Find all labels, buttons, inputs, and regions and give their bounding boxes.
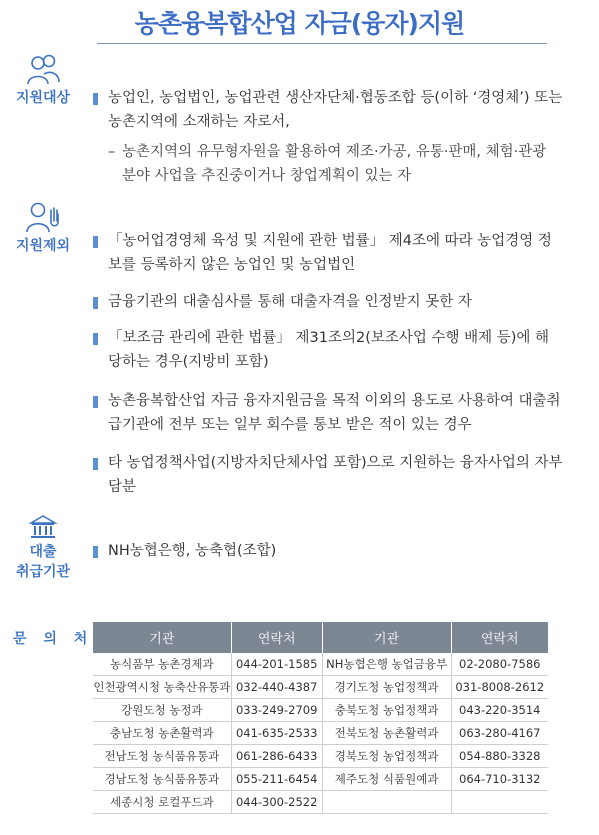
org-cell: 경북도청 농업정책과	[322, 745, 451, 768]
table-row	[93, 768, 548, 791]
table-row	[93, 791, 548, 814]
org-cell: 충남도청 농촌활력과	[93, 722, 231, 745]
org-cell	[322, 791, 451, 814]
org-cell: 전북도청 농촌활력과	[322, 722, 451, 745]
bank-icon	[0, 514, 86, 540]
org-cell: 경기도청 농업정책과	[322, 676, 451, 699]
lender-label-line2: 취급기관	[15, 564, 71, 580]
people-icon	[0, 52, 86, 86]
org-cell: 전남도청 농식품유통과	[93, 745, 231, 768]
person-stop-hand-icon	[0, 200, 86, 234]
contact-table	[93, 622, 548, 814]
phone-cell: 061-286-6433	[231, 745, 322, 768]
exclusion-item	[93, 326, 563, 374]
exclusion-item	[93, 389, 563, 437]
target-sub-line2: 분야 사업을 추진중이거나 창업계획이 있는 자	[122, 168, 412, 184]
exclusion-label: 지원제외	[15, 238, 71, 254]
exclusion-item-text: 금융기관의 대출심사를 통해 대출자격을 인정받지 못한 자	[108, 294, 472, 310]
phone-cell: 02-2080-7586	[451, 653, 548, 676]
phone-cell: 055-211-6454	[231, 768, 322, 791]
lender-text: NH농협은행, 농축협(조합)	[108, 543, 277, 559]
header-phone: 연락처	[451, 622, 548, 653]
exclusion-item	[93, 290, 563, 314]
phone-cell	[451, 791, 548, 814]
exclusion-item	[93, 229, 563, 277]
phone-cell: 043-220-3514	[451, 699, 548, 722]
table-header-row	[93, 622, 548, 653]
header-org: 기관	[322, 622, 451, 653]
target-bullet-text: 농업인, 농업법인, 농업관련 생산자단체·협동조합 등(이하 ‘경영체’) 또는 농촌지역에 소재하는 자로서,	[108, 90, 563, 130]
header-org: 기관	[93, 622, 231, 653]
contact-label: 문 의 처	[13, 631, 94, 647]
org-cell: 제주도청 식품원예과	[322, 768, 451, 791]
target-sub-item: – 농촌지역의 유무형자원을 활용하여 제조·가공, 유통·판매, 체험·관광 분야 사업을 추진중이거나 창업계획이 있는 자	[108, 140, 568, 188]
phone-cell: 063-280-4167	[451, 722, 548, 745]
exclusion-item	[93, 451, 563, 499]
table-row	[93, 699, 548, 722]
phone-cell: 033-249-2709	[231, 699, 322, 722]
org-cell: 강원도청 농정과	[93, 699, 231, 722]
phone-cell: 044-201-1585	[231, 653, 322, 676]
phone-cell: 054-880-3328	[451, 745, 548, 768]
lender-label-line1: 대출	[29, 544, 57, 560]
phone-cell: 041-635-2533	[231, 722, 322, 745]
title-divider	[97, 43, 547, 44]
table-row	[93, 745, 548, 768]
target-bullet	[93, 86, 563, 134]
org-cell: NH농협은행 농업금융부	[322, 653, 451, 676]
org-cell: 세종시청 로컬푸드과	[93, 791, 231, 814]
header-phone: 연락처	[231, 622, 322, 653]
phone-cell: 032-440-4387	[231, 676, 322, 699]
exclusion-item-text: 「농어업경영체 육성 및 지원에 관한 법률」 제4조에 따라 농업경영 정보를 등록하지 않은 농업인 및 농업법인	[108, 233, 552, 273]
phone-cell: 031-8008-2612	[451, 676, 548, 699]
table-row	[93, 722, 548, 745]
target-section-label	[0, 52, 86, 108]
exclusion-item-text: 농촌융복합산업 자금 융자지원금을 목적 이외의 용도로 사용하여 대출취급기관에 전부 또는 일부 회수를 통보 받은 적이 있는 경우	[108, 393, 561, 433]
exclusion-section-label	[0, 200, 86, 256]
lender-section-label	[0, 514, 86, 582]
target-label: 지원대상	[15, 90, 71, 106]
phone-cell: 044-300-2522	[231, 791, 322, 814]
org-cell: 충북도청 농업정책과	[322, 699, 451, 722]
org-cell: 인천광역시청 농축산유통과	[93, 676, 231, 699]
phone-cell: 064-710-3132	[451, 768, 548, 791]
target-sub-line1: 농촌지역의 유무형자원을 활용하여 제조·가공, 유통·판매, 체험·관광	[122, 144, 547, 160]
org-cell: 경남도청 농식품유통과	[93, 768, 231, 791]
exclusion-item-text: 「보조금 관리에 관한 법률」 제31조의2(보조사업 수행 배제 등)에 해당하는 경우(지방비 포함)	[108, 330, 550, 370]
lender-bullet	[93, 539, 563, 563]
table-row	[93, 653, 548, 676]
table-row	[93, 676, 548, 699]
org-cell: 농식품부 농촌경제과	[93, 653, 231, 676]
exclusion-item-text: 타 농업정책사업(지방자치단체사업 포함)으로 지원하는 융자사업의 자부담분	[108, 455, 563, 495]
page-title: 농촌융복합산업 자금(융자)지원	[134, 9, 465, 38]
